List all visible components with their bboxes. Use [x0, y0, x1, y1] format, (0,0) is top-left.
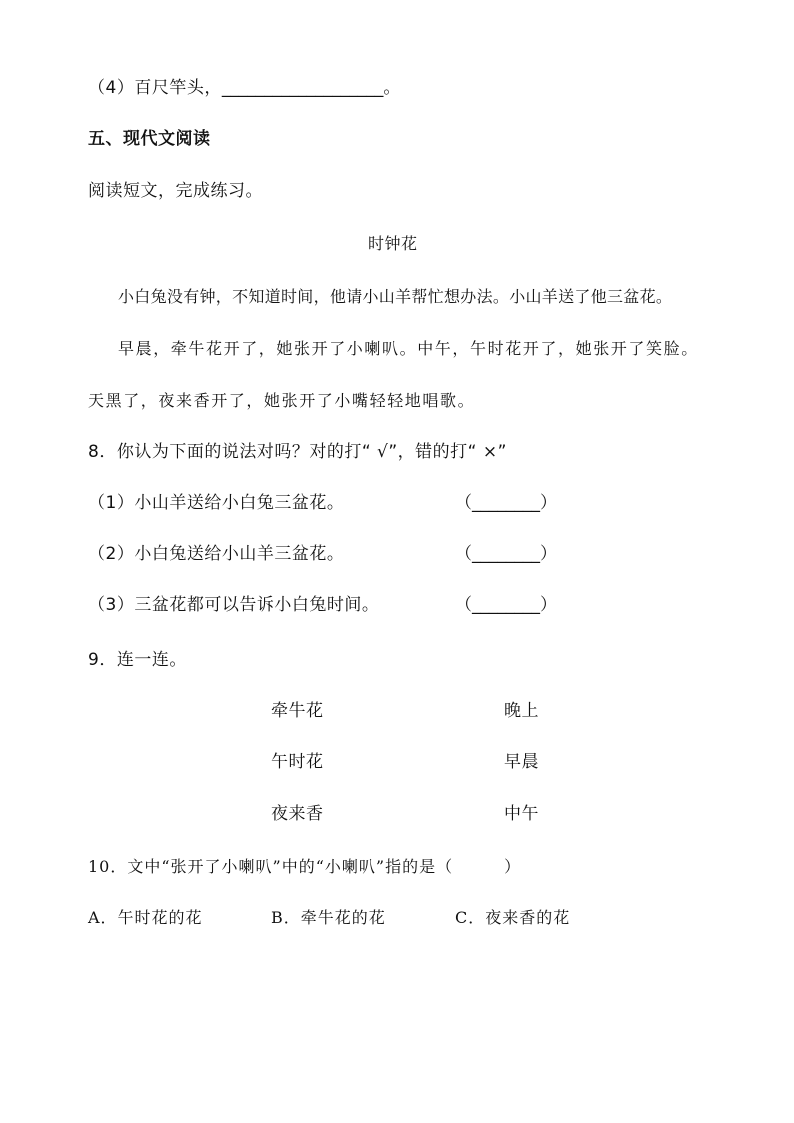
- passage-title: 时钟花: [368, 234, 418, 253]
- q9-right-item-2[interactable]: 早晨: [504, 752, 539, 772]
- q10-stem: 10．文中“张开了小喇叭”中的“小喇叭”指的是（ ）: [88, 857, 522, 876]
- q4-label: （4）百尺竿头，: [88, 78, 222, 98]
- passage-paragraph-2-line-2: 天黑了，夜来香开了，她张开了小嘴轻轻地唱歌。: [88, 391, 476, 410]
- section-heading: 五、现代文阅读: [88, 129, 211, 149]
- passage-paragraph-2-line-1: 早晨，牵牛花开了，她张开了小喇叭。中午，午时花开了，她张开了笑脸。: [118, 339, 699, 358]
- q8-item-3: [88, 594, 379, 616]
- q9-left-item-2[interactable]: 午时花: [271, 752, 324, 772]
- q4-answer-blank[interactable]: ___________________: [221, 78, 384, 98]
- q8-answer-blank-1[interactable]: （________）: [455, 493, 557, 513]
- q8-item-text: （1）小山羊送给小白兔三盆花。: [88, 493, 345, 513]
- q10-option-c[interactable]: C．夜来香的花: [455, 908, 571, 927]
- q8-answer-blank-3[interactable]: （________）: [455, 595, 557, 615]
- q8-item-1: [88, 492, 344, 514]
- q10-option-b[interactable]: B．牵牛花的花: [271, 908, 386, 927]
- q10-option-a[interactable]: A．午时花的花: [88, 908, 203, 927]
- q8-item-text: （3）三盆花都可以告诉小白兔时间。: [88, 595, 380, 615]
- q8-item-text: （2）小白兔送给小山羊三盆花。: [88, 544, 345, 564]
- q8-item-2: [88, 543, 344, 565]
- q9-stem: 9．连一连。: [88, 650, 187, 670]
- q9-right-item-1[interactable]: 晚上: [504, 701, 539, 721]
- reading-instruction: 阅读短文，完成练习。: [88, 181, 263, 201]
- q9-left-item-3[interactable]: 夜来香: [271, 804, 324, 824]
- q4-line: [88, 77, 401, 99]
- q9-left-item-1[interactable]: 牵牛花: [271, 701, 324, 721]
- q9-right-item-3[interactable]: 中午: [504, 804, 539, 824]
- q4-end: 。: [383, 78, 401, 98]
- passage-paragraph-1: 小白兔没有钟，不知道时间，他请小山羊帮忙想办法。小山羊送了他三盆花。: [118, 287, 673, 306]
- q8-stem: 8．你认为下面的说法对吗？对的打“ √”，错的打“ ×”: [88, 442, 507, 462]
- q8-answer-blank-2[interactable]: （________）: [455, 544, 557, 564]
